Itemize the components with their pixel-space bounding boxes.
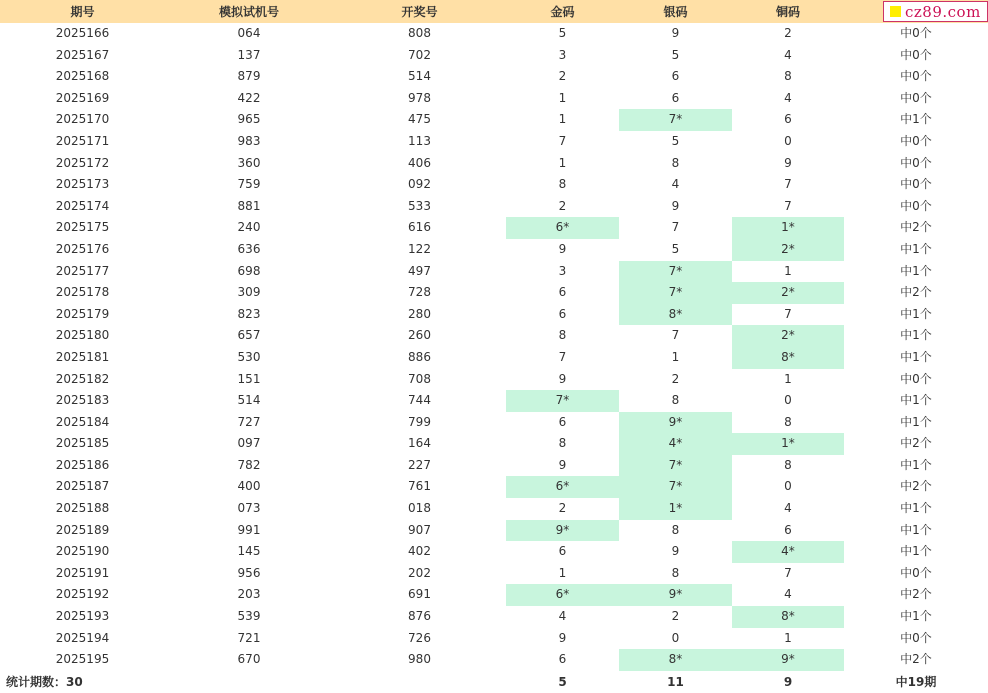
table-row — [0, 412, 988, 434]
cell-gold: 8 — [558, 328, 567, 343]
cell-silver: 7* — [619, 476, 732, 498]
cell-silver: 7 — [671, 328, 680, 343]
cell-issue: 2025175 — [55, 220, 110, 235]
cell-draw: 886 — [408, 349, 431, 364]
cell-gold: 9 — [558, 241, 567, 256]
cell-hit: 中0个 — [900, 90, 932, 105]
cell-draw: 744 — [408, 393, 431, 408]
cell-issue: 2025189 — [55, 522, 110, 537]
cell-sim: 721 — [237, 630, 261, 645]
cell-hit: 中1个 — [900, 609, 932, 624]
cell-sim: 670 — [237, 652, 261, 667]
cell-draw: 708 — [408, 371, 431, 386]
cell-hit: 中0个 — [900, 69, 932, 84]
cell-bronze: 2* — [732, 325, 844, 347]
cell-silver: 5 — [671, 241, 680, 256]
cell-issue: 2025190 — [55, 544, 110, 559]
cell-gold: 6 — [558, 306, 567, 321]
cell-silver: 8* — [619, 649, 732, 671]
cell-sim: 727 — [237, 414, 261, 429]
cell-gold: 8 — [558, 436, 567, 451]
cell-issue: 2025170 — [55, 112, 110, 127]
cell-hit: 中1个 — [900, 306, 932, 321]
cell-draw: 406 — [408, 155, 431, 170]
table-row — [0, 476, 988, 498]
cell-bronze: 8 — [784, 69, 792, 84]
cell-draw: 616 — [408, 220, 431, 235]
table-row — [0, 88, 988, 110]
cell-gold: 6 — [558, 652, 567, 667]
cell-hit: 中1个 — [900, 501, 932, 516]
cell-silver: 7* — [619, 261, 732, 283]
cell-hit: 中0个 — [900, 155, 932, 170]
cell-silver: 7* — [619, 455, 732, 477]
cell-hit: 中2个 — [900, 479, 932, 494]
cell-issue: 2025184 — [55, 414, 110, 429]
cell-hit: 中0个 — [900, 47, 932, 62]
header-row — [0, 0, 988, 23]
cell-issue: 2025176 — [55, 241, 110, 256]
cell-gold: 6* — [506, 584, 619, 606]
cell-gold: 5 — [558, 26, 567, 40]
cell-silver: 9 — [671, 544, 680, 559]
cell-silver: 8 — [671, 155, 680, 170]
cell-hit: 中1个 — [900, 349, 932, 364]
summary-bronze: 9 — [783, 674, 793, 689]
cell-bronze: 7 — [784, 565, 792, 580]
cell-silver: 8 — [671, 522, 680, 537]
cell-draw: 280 — [408, 306, 431, 321]
table-row — [0, 239, 988, 261]
cell-gold: 2 — [558, 69, 567, 84]
cell-draw: 702 — [408, 47, 431, 62]
cell-bronze: 1* — [732, 217, 844, 239]
cell-gold: 9* — [506, 520, 619, 542]
cell-bronze: 9 — [784, 155, 792, 170]
cell-issue: 2025188 — [55, 501, 110, 516]
cell-gold: 8 — [558, 177, 567, 192]
cell-gold: 7* — [506, 390, 619, 412]
col-gold: 金码 — [550, 5, 575, 19]
table-footer — [0, 671, 988, 693]
cell-gold: 9 — [558, 457, 567, 472]
col-sim: 模拟试机号 — [218, 5, 279, 19]
cell-hit: 中1个 — [900, 414, 932, 429]
cell-draw: 761 — [408, 479, 431, 494]
cell-issue: 2025174 — [55, 198, 110, 213]
cell-hit: 中2个 — [900, 220, 932, 235]
cell-draw: 514 — [408, 69, 431, 84]
cell-issue: 2025173 — [55, 177, 110, 192]
cell-silver: 4 — [671, 177, 680, 192]
cell-issue: 2025186 — [55, 457, 110, 472]
cell-silver: 1* — [619, 498, 732, 520]
cell-gold: 4 — [558, 609, 567, 624]
table-row — [0, 649, 988, 671]
cell-sim: 137 — [237, 47, 261, 62]
cell-issue: 2025167 — [55, 47, 110, 62]
cell-sim: 064 — [237, 26, 261, 40]
cell-bronze: 2 — [784, 26, 792, 40]
cell-draw: 907 — [408, 522, 431, 537]
cell-draw: 092 — [408, 177, 431, 192]
cell-draw: 876 — [408, 609, 431, 624]
cell-silver: 6 — [671, 90, 680, 105]
cell-sim: 965 — [237, 112, 261, 127]
cell-sim: 881 — [237, 198, 261, 213]
table-row — [0, 23, 988, 45]
cell-bronze: 1 — [784, 630, 792, 645]
summary-silver: 11 — [667, 674, 684, 689]
cell-draw: 978 — [408, 90, 431, 105]
cell-gold: 9 — [558, 630, 567, 645]
table-row — [0, 45, 988, 67]
cell-silver: 2 — [671, 609, 680, 624]
cell-silver: 9* — [619, 584, 732, 606]
cell-bronze: 1* — [732, 433, 844, 455]
cell-gold: 1 — [558, 155, 567, 170]
cell-silver: 5 — [671, 47, 680, 62]
cell-sim: 240 — [237, 220, 261, 235]
logo-text: cz89.com — [905, 2, 981, 21]
cell-silver: 8 — [671, 393, 680, 408]
cell-gold: 7 — [558, 133, 567, 148]
cell-issue: 2025178 — [55, 285, 110, 300]
table-row — [0, 563, 988, 585]
cell-gold: 2 — [558, 198, 567, 213]
table-row — [0, 520, 988, 542]
table-row — [0, 455, 988, 477]
cell-issue: 2025168 — [55, 69, 110, 84]
table-row — [0, 196, 988, 218]
cell-sim: 073 — [237, 501, 261, 516]
cell-sim: 151 — [237, 371, 261, 386]
cell-bronze: 7 — [784, 198, 792, 213]
cell-silver: 7* — [619, 109, 732, 131]
cell-hit: 中2个 — [900, 436, 932, 451]
cell-issue: 2025179 — [55, 306, 110, 321]
cell-issue: 2025185 — [55, 436, 110, 451]
table-row — [0, 153, 988, 175]
cell-silver: 9 — [671, 26, 680, 40]
cell-hit: 中0个 — [900, 565, 932, 580]
table-row — [0, 541, 988, 563]
cell-gold: 2 — [558, 501, 567, 516]
cell-sim: 782 — [237, 457, 261, 472]
cell-draw: 533 — [408, 198, 431, 213]
cell-hit: 中0个 — [900, 371, 932, 386]
cell-bronze: 4* — [732, 541, 844, 563]
site-logo[interactable] — [883, 1, 988, 22]
cell-gold: 6* — [506, 217, 619, 239]
col-draw: 开奖号 — [401, 5, 438, 19]
cell-draw: 402 — [408, 544, 431, 559]
cell-hit: 中2个 — [900, 285, 932, 300]
table-row — [0, 109, 988, 131]
cell-draw: 726 — [408, 630, 431, 645]
cell-hit: 中2个 — [900, 652, 932, 667]
table-body — [0, 23, 988, 671]
cell-sim: 400 — [237, 479, 261, 494]
cell-draw: 808 — [408, 26, 431, 40]
cell-draw: 113 — [408, 133, 431, 148]
cell-draw: 475 — [408, 112, 431, 127]
cell-draw: 691 — [408, 587, 431, 602]
table-row — [0, 347, 988, 369]
cell-hit: 中1个 — [900, 263, 932, 278]
cell-sim: 539 — [237, 609, 261, 624]
cell-sim: 203 — [237, 587, 261, 602]
cell-sim: 145 — [237, 544, 261, 559]
table-row — [0, 304, 988, 326]
cell-draw: 227 — [408, 457, 431, 472]
cell-sim: 309 — [237, 285, 261, 300]
summary-label: 统计期数：30 — [6, 675, 83, 690]
cell-issue: 2025192 — [55, 587, 110, 602]
cell-silver: 7* — [619, 282, 732, 304]
cell-bronze: 4 — [784, 90, 792, 105]
cell-gold: 7 — [558, 349, 567, 364]
table-row — [0, 217, 988, 239]
cell-sim: 879 — [237, 69, 261, 84]
cell-bronze: 8 — [784, 414, 792, 429]
cell-draw: 260 — [408, 328, 431, 343]
cell-sim: 097 — [237, 436, 261, 451]
col-issue: 期号 — [70, 5, 95, 19]
cell-gold: 1 — [558, 112, 567, 127]
cell-issue: 2025187 — [55, 479, 110, 494]
cell-sim: 636 — [237, 241, 261, 256]
cell-bronze: 4 — [784, 587, 792, 602]
cell-issue: 2025171 — [55, 133, 110, 148]
cell-hit: 中0个 — [900, 26, 932, 40]
cell-hit: 中1个 — [900, 112, 932, 127]
cell-bronze: 8* — [732, 606, 844, 628]
cell-silver: 8* — [619, 304, 732, 326]
table-row — [0, 66, 988, 88]
cell-hit: 中0个 — [900, 198, 932, 213]
cell-issue: 2025180 — [55, 328, 110, 343]
col-bronze: 铜码 — [775, 5, 800, 19]
cell-draw: 799 — [408, 414, 431, 429]
cell-bronze: 0 — [784, 133, 792, 148]
cell-hit: 中1个 — [900, 393, 932, 408]
cell-issue: 2025172 — [55, 155, 110, 170]
table-row — [0, 369, 988, 391]
cell-draw: 122 — [408, 241, 431, 256]
cell-bronze: 1 — [784, 263, 792, 278]
table-row — [0, 498, 988, 520]
cell-sim: 530 — [237, 349, 261, 364]
cell-hit: 中1个 — [900, 241, 932, 256]
cell-issue: 2025195 — [55, 652, 110, 667]
cell-gold: 6 — [558, 544, 567, 559]
cell-issue: 2025181 — [55, 349, 110, 364]
cell-bronze: 0 — [784, 479, 792, 494]
cell-issue: 2025166 — [55, 26, 110, 40]
cell-draw: 202 — [408, 565, 431, 580]
cell-gold: 6 — [558, 414, 567, 429]
cell-draw: 164 — [408, 436, 431, 451]
cell-gold: 6 — [558, 285, 567, 300]
cell-gold: 1 — [558, 565, 567, 580]
cell-sim: 422 — [237, 90, 261, 105]
cell-sim: 956 — [237, 565, 261, 580]
table-row — [0, 325, 988, 347]
cell-bronze: 1 — [784, 371, 792, 386]
cell-bronze: 2* — [732, 239, 844, 261]
cell-hit: 中0个 — [900, 630, 932, 645]
cell-issue: 2025193 — [55, 609, 110, 624]
cell-sim: 657 — [237, 328, 261, 343]
cell-issue: 2025182 — [55, 371, 110, 386]
cell-draw: 980 — [408, 652, 431, 667]
cell-draw: 728 — [408, 285, 431, 300]
cell-issue: 2025177 — [55, 263, 110, 278]
cell-sim: 823 — [237, 306, 261, 321]
cell-sim: 360 — [237, 155, 261, 170]
cell-gold: 1 — [558, 90, 567, 105]
cell-bronze: 7 — [784, 177, 792, 192]
table-row — [0, 131, 988, 153]
cell-sim: 991 — [237, 522, 261, 537]
summary-hit: 中19期 — [895, 675, 937, 690]
cell-bronze: 4 — [784, 47, 792, 62]
cell-issue: 2025183 — [55, 393, 110, 408]
table-row — [0, 628, 988, 650]
table-row — [0, 584, 988, 606]
summary-row — [0, 671, 988, 693]
cell-hit: 中1个 — [900, 328, 932, 343]
cell-bronze: 2* — [732, 282, 844, 304]
table-row — [0, 174, 988, 196]
cell-bronze: 7 — [784, 306, 792, 321]
cell-silver: 7 — [671, 220, 680, 235]
cell-issue: 2025169 — [55, 90, 110, 105]
cell-silver: 1 — [671, 349, 680, 364]
cell-bronze: 6 — [784, 112, 792, 127]
cell-issue: 2025194 — [55, 630, 110, 645]
cell-silver: 9* — [619, 412, 732, 434]
table-row — [0, 433, 988, 455]
cell-hit: 中1个 — [900, 522, 932, 537]
cell-gold: 3 — [558, 47, 567, 62]
cell-sim: 698 — [237, 263, 261, 278]
cell-silver: 6 — [671, 69, 680, 84]
cell-silver: 0 — [671, 630, 680, 645]
cell-issue: 2025191 — [55, 565, 110, 580]
summary-gold: 5 — [558, 674, 567, 689]
cell-draw: 018 — [408, 501, 431, 516]
logo-square-icon — [890, 6, 901, 17]
cell-bronze: 4 — [784, 501, 792, 516]
cell-silver: 5 — [671, 133, 680, 148]
cell-silver: 4* — [619, 433, 732, 455]
cell-hit: 中2个 — [900, 587, 932, 602]
table-row — [0, 261, 988, 283]
cell-hit: 中1个 — [900, 457, 932, 472]
cell-bronze: 0 — [784, 393, 792, 408]
cell-hit: 中0个 — [900, 133, 932, 148]
cell-gold: 6* — [506, 476, 619, 498]
cell-bronze: 9* — [732, 649, 844, 671]
table-row — [0, 606, 988, 628]
cell-bronze: 8 — [784, 457, 792, 472]
cell-bronze: 8* — [732, 347, 844, 369]
table-row — [0, 390, 988, 412]
cell-sim: 759 — [237, 177, 261, 192]
cell-hit: 中1个 — [900, 544, 932, 559]
cell-gold: 3 — [558, 263, 567, 278]
cell-sim: 983 — [237, 133, 261, 148]
cell-bronze: 6 — [784, 522, 792, 537]
cell-sim: 514 — [237, 393, 261, 408]
cell-hit: 中0个 — [900, 177, 932, 192]
cell-gold: 9 — [558, 371, 567, 386]
cell-silver: 2 — [671, 371, 680, 386]
col-silver: 银码 — [663, 5, 688, 19]
table-row — [0, 282, 988, 304]
cell-draw: 497 — [408, 263, 431, 278]
table-header — [0, 0, 988, 23]
cell-silver: 9 — [671, 198, 680, 213]
cell-silver: 8 — [671, 565, 680, 580]
